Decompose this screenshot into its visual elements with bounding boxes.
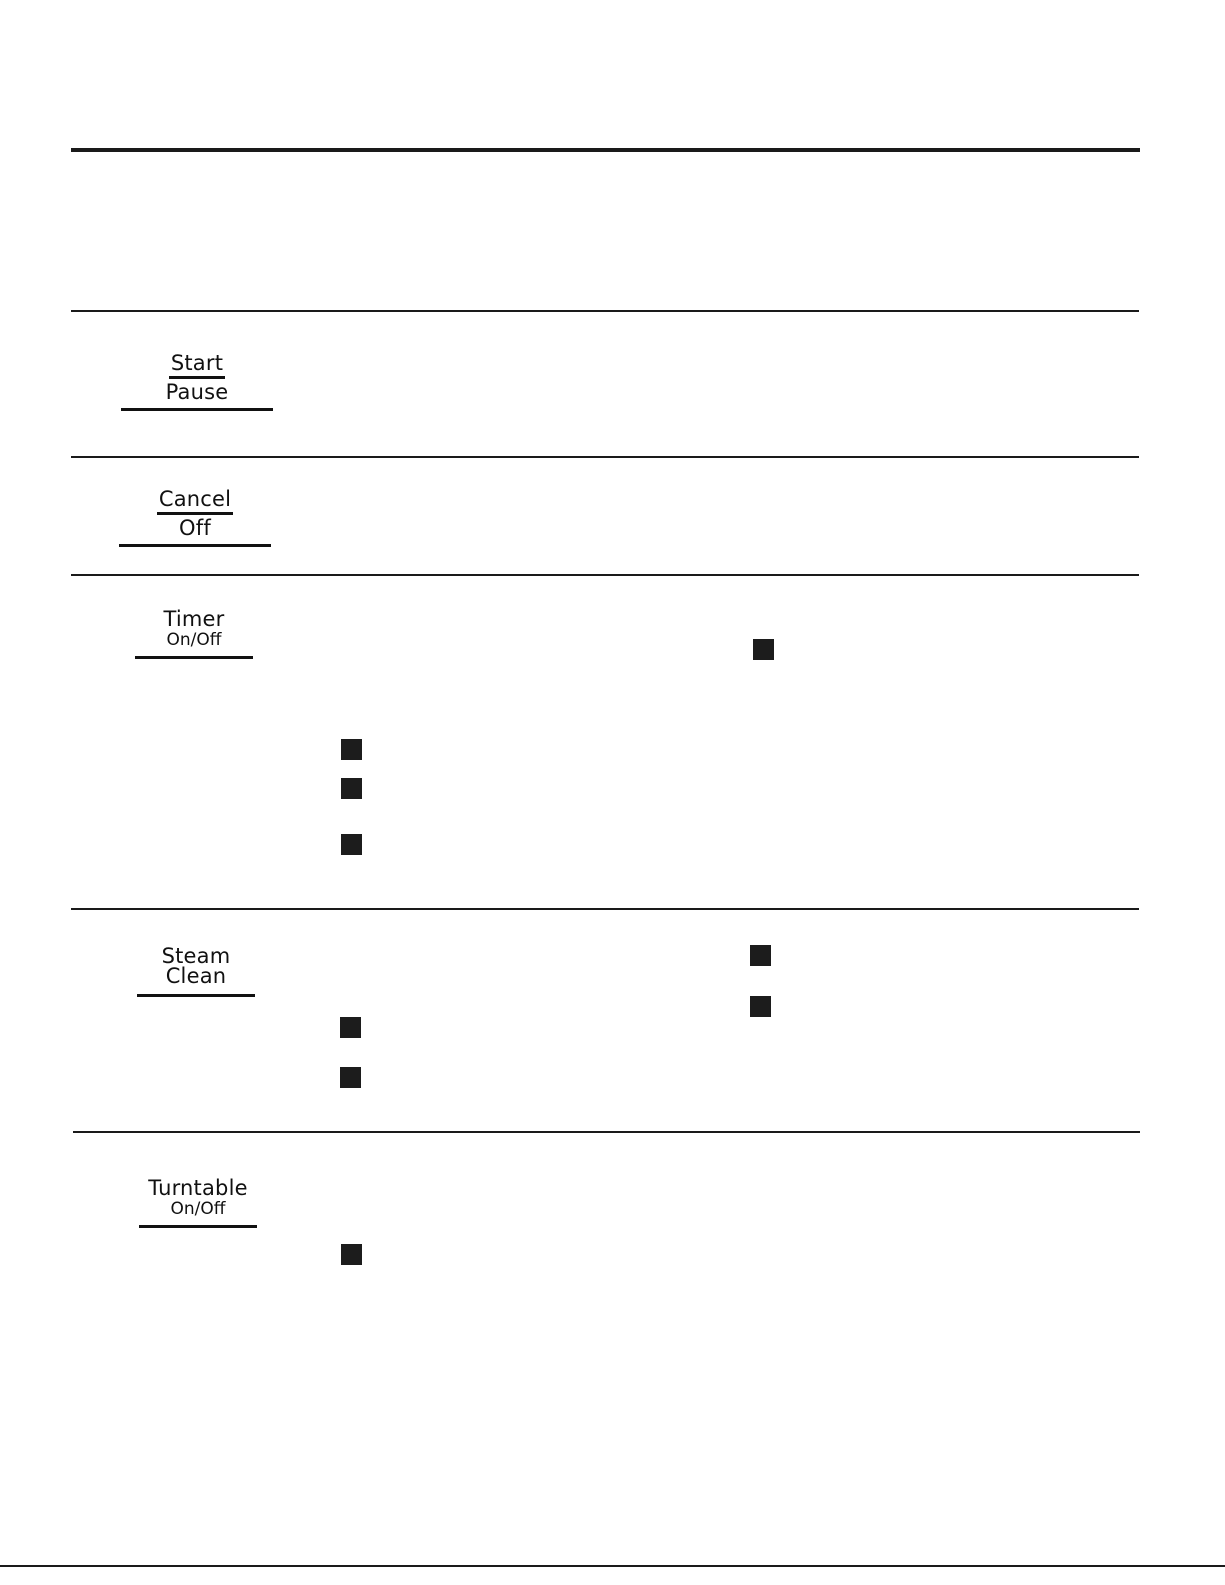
black-square-icon [753, 639, 774, 660]
black-square-icon [341, 778, 362, 799]
black-square-icon [341, 1244, 362, 1265]
black-square-icon [750, 996, 771, 1017]
turntable-key [139, 1176, 257, 1228]
steam-label: Steam [161, 944, 231, 968]
black-square-icon [750, 945, 771, 966]
row-divider [71, 908, 1139, 910]
clean-label: Clean [165, 964, 227, 988]
timer-key [135, 607, 253, 659]
black-square-icon [341, 834, 362, 855]
key-underline [119, 544, 271, 547]
steam-clean-key [137, 944, 255, 997]
turntable-label: Turntable [148, 1176, 248, 1200]
black-square-icon [341, 739, 362, 760]
header-rule [71, 148, 1140, 152]
start-pause-key [121, 351, 273, 411]
off-label: Off [179, 516, 211, 540]
cancel-label: Cancel [157, 487, 233, 515]
key-underline [135, 656, 253, 659]
key-underline [121, 408, 273, 411]
row-divider [73, 1131, 1140, 1133]
key-underline [139, 1225, 257, 1228]
row-divider [71, 456, 1139, 458]
black-square-icon [340, 1017, 361, 1038]
cancel-off-key [119, 487, 271, 547]
timer-label: Timer [163, 607, 225, 631]
timer-sub-label: On/Off [166, 630, 222, 650]
black-square-icon [340, 1067, 361, 1088]
row-divider [71, 310, 1139, 312]
row-divider [71, 574, 1139, 576]
turntable-sub-label: On/Off [170, 1199, 226, 1219]
pause-label: Pause [165, 380, 229, 404]
start-label: Start [169, 351, 225, 379]
key-underline [137, 994, 255, 997]
footer-rule [0, 1565, 1225, 1567]
